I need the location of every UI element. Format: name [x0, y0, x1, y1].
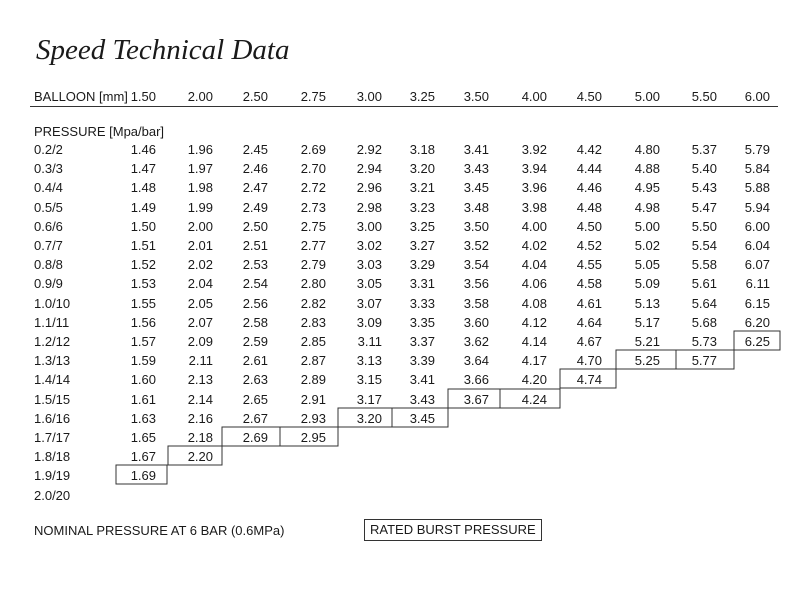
- rated-burst-cell-outline: [392, 408, 448, 427]
- diameter-cell: 5.09: [634, 276, 660, 292]
- diameter-cell: 1.51: [130, 238, 156, 253]
- diameter-cell: 3.05: [356, 276, 382, 292]
- diameter-cell: 4.52: [576, 238, 602, 253]
- diameter-cell: 4.02: [521, 238, 547, 253]
- nominal-pressure-note: NOMINAL PRESSURE AT 6 BAR (0.6MPa): [34, 523, 285, 538]
- diameter-cell: 5.43: [691, 180, 717, 196]
- diameter-cell: 4.24: [521, 391, 547, 407]
- diameter-cell: 3.64: [463, 353, 489, 369]
- diameter-cell: 3.15: [356, 372, 382, 388]
- diameter-cell: 3.96: [521, 180, 547, 196]
- diameter-cell: 1.52: [130, 257, 156, 273]
- diameter-cell: 2.93: [300, 410, 326, 426]
- diameter-cell: 5.77: [691, 353, 717, 369]
- diameter-cell: 5.37: [691, 142, 717, 157]
- diameter-cell: 6.07: [744, 257, 770, 273]
- rated-burst-cell-outline: [116, 465, 167, 484]
- diameter-cell: 6.11: [745, 276, 770, 292]
- diameter-cell: 1.59: [130, 353, 156, 369]
- diameter-cell: 3.09: [356, 314, 382, 330]
- pressure-row-label: 0.8/8: [34, 257, 63, 273]
- diameter-cell: 5.00: [634, 218, 660, 234]
- diameter-cell: 3.50: [463, 218, 489, 234]
- balloon-size-header-cell: 2.50: [242, 89, 268, 104]
- rated-burst-cell-outline: [280, 427, 338, 446]
- diameter-cell: 1.97: [187, 161, 213, 177]
- diameter-cell: 4.55: [576, 257, 602, 273]
- diameter-cell: 2.16: [187, 410, 213, 426]
- diameter-cell: 2.00: [187, 218, 213, 234]
- diameter-cell: 3.66: [463, 372, 489, 388]
- diameter-cell: 2.18: [187, 430, 213, 445]
- diameter-cell: 2.59: [242, 334, 268, 349]
- pressure-row-label: 1.2/12: [34, 334, 71, 349]
- diameter-cell: 2.89: [300, 372, 326, 388]
- rated-burst-cell-outline: [616, 350, 676, 369]
- diameter-cell: 3.48: [463, 199, 489, 215]
- diameter-cell: 2.47: [242, 180, 268, 196]
- diameter-cell: 1.65: [130, 430, 156, 445]
- pressure-row-label: 1.7/17: [34, 430, 71, 445]
- diameter-cell: 3.43: [409, 391, 435, 407]
- diameter-cell: 3.21: [409, 180, 435, 196]
- diameter-cell: 2.46: [242, 161, 268, 177]
- diameter-cell: 4.61: [576, 295, 602, 311]
- diameter-cell: 3.45: [463, 180, 489, 196]
- diameter-cell: 1.53: [130, 276, 156, 292]
- diameter-cell: 3.11: [357, 334, 382, 349]
- diameter-cell: 5.47: [691, 199, 717, 215]
- diameter-cell: 5.40: [691, 161, 717, 177]
- diameter-cell: 3.13: [356, 353, 382, 369]
- pressure-row-label: 0.6/6: [34, 218, 63, 234]
- diameter-cell: 2.91: [300, 391, 326, 407]
- diameter-cell: 4.44: [576, 161, 602, 177]
- diameter-cell: 5.88: [744, 180, 770, 196]
- diameter-cell: 2.72: [300, 180, 326, 196]
- diameter-cell: 2.85: [300, 334, 326, 349]
- diameter-cell: 2.92: [356, 142, 382, 157]
- diameter-cell: 4.08: [521, 295, 547, 311]
- diameter-cell: 3.67: [463, 391, 489, 407]
- diameter-cell: 3.00: [356, 218, 382, 234]
- diameter-cell: 2.01: [187, 238, 213, 253]
- diameter-cell: 3.62: [463, 334, 489, 349]
- diameter-cell: 5.21: [634, 334, 660, 349]
- diameter-cell: 3.18: [409, 142, 435, 157]
- diameter-cell: 3.07: [356, 295, 382, 311]
- diameter-cell: 2.79: [300, 257, 326, 273]
- diameter-cell: 5.50: [691, 218, 717, 234]
- diameter-cell: 5.68: [691, 314, 717, 330]
- diameter-cell: 3.29: [409, 257, 435, 273]
- diameter-cell: 4.14: [521, 334, 547, 349]
- diameter-cell: 4.88: [634, 161, 660, 177]
- balloon-size-header-cell: 2.75: [300, 89, 326, 104]
- pressure-row-label: 1.4/14: [34, 372, 71, 388]
- diameter-cell: 3.25: [409, 218, 435, 234]
- balloon-size-header-cell: 4.50: [576, 89, 602, 104]
- diameter-cell: 3.35: [409, 314, 435, 330]
- diameter-cell: 2.83: [300, 314, 326, 330]
- pressure-row-label: 1.9/19: [34, 468, 71, 484]
- diameter-cell: 3.43: [463, 161, 489, 177]
- diameter-cell: 5.02: [634, 238, 660, 253]
- pressure-row-label: 1.1/11: [34, 314, 70, 330]
- rated-burst-cell-outline: [448, 389, 500, 408]
- diameter-cell: 2.53: [242, 257, 268, 273]
- diameter-cell: 1.61: [130, 391, 156, 407]
- diameter-cell: 2.75: [300, 218, 326, 234]
- balloon-size-header-cell: 6.00: [744, 89, 770, 104]
- pressure-row-label: 1.0/10: [34, 295, 71, 311]
- pressure-row-label: 0.3/3: [34, 161, 63, 177]
- rated-burst-cell-outline: [222, 427, 280, 446]
- diameter-cell: 1.55: [130, 295, 156, 311]
- diameter-cell: 2.14: [187, 391, 213, 407]
- diameter-cell: 3.02: [356, 238, 382, 253]
- diameter-cell: 2.96: [356, 180, 382, 196]
- diameter-cell: 4.06: [521, 276, 547, 292]
- diameter-cell: 4.46: [576, 180, 602, 196]
- diameter-cell: 2.94: [356, 161, 382, 177]
- pressure-row-label: 0.2/2: [34, 142, 63, 157]
- diameter-cell: 1.57: [130, 334, 156, 349]
- diameter-cell: 3.60: [463, 314, 489, 330]
- diameter-cell: 1.46: [130, 142, 156, 157]
- balloon-size-header-cell: 2.00: [187, 89, 213, 104]
- diameter-cell: 4.64: [576, 314, 602, 330]
- diameter-cell: 2.65: [242, 391, 268, 407]
- diameter-cell: 4.58: [576, 276, 602, 292]
- diameter-cell: 5.84: [744, 161, 770, 177]
- diameter-cell: 1.47: [130, 161, 156, 177]
- diameter-cell: 4.17: [521, 353, 547, 369]
- diameter-cell: 1.99: [187, 199, 213, 215]
- pressure-row-label: 1.8/18: [34, 449, 71, 465]
- diameter-cell: 4.50: [576, 218, 602, 234]
- diameter-cell: 3.41: [463, 142, 489, 157]
- pressure-label: PRESSURE [Mpa/bar]: [34, 124, 165, 139]
- diameter-cell: 3.56: [463, 276, 489, 292]
- diameter-cell: 2.45: [242, 142, 268, 157]
- diameter-cell: 6.20: [744, 314, 770, 330]
- balloon-size-header-cell: 3.25: [409, 89, 435, 104]
- diameter-cell: 4.12: [521, 314, 547, 330]
- diameter-cell: 3.20: [409, 161, 435, 177]
- diameter-cell: 2.11: [188, 353, 213, 369]
- diameter-cell: 2.49: [242, 199, 268, 215]
- diameter-cell: 2.13: [187, 372, 213, 388]
- diameter-cell: 4.98: [634, 199, 660, 215]
- diameter-cell: 2.58: [242, 314, 268, 330]
- pressure-row-label: 0.7/7: [34, 238, 63, 253]
- diameter-cell: 5.64: [691, 295, 717, 311]
- diameter-cell: 2.09: [187, 334, 213, 349]
- diameter-cell: 2.05: [187, 295, 213, 311]
- diameter-cell: 4.04: [521, 257, 547, 273]
- pressure-row-label: 1.5/15: [34, 391, 71, 407]
- balloon-size-header-cell: 3.00: [356, 89, 382, 104]
- diameter-cell: 4.67: [576, 334, 602, 349]
- diameter-cell: 1.63: [130, 410, 156, 426]
- pressure-row-label: 1.3/13: [34, 353, 71, 369]
- diameter-cell: 5.61: [691, 276, 717, 292]
- diameter-cell: 3.45: [409, 410, 435, 426]
- balloon-size-header-cell: 5.00: [634, 89, 660, 104]
- diameter-cell: 4.74: [576, 372, 602, 388]
- rated-burst-cell-outline: [734, 331, 780, 350]
- balloon-size-header-cell: 1.50: [130, 89, 156, 104]
- diameter-cell: 2.82: [300, 295, 326, 311]
- pressure-row-label: 0.5/5: [34, 199, 63, 215]
- diameter-cell: 6.04: [744, 238, 770, 253]
- diameter-cell: 3.92: [521, 142, 547, 157]
- diameter-cell: 5.79: [744, 142, 770, 157]
- diameter-cell: 2.69: [300, 142, 326, 157]
- diameter-cell: 3.17: [356, 391, 382, 407]
- diameter-cell: 4.42: [576, 142, 602, 157]
- diameter-cell: 2.98: [356, 199, 382, 215]
- diameter-cell: 2.70: [300, 161, 326, 177]
- diameter-cell: 2.73: [300, 199, 326, 215]
- diameter-cell: 3.20: [356, 410, 382, 426]
- diameter-cell: 1.48: [130, 180, 156, 196]
- diameter-cell: 1.98: [187, 180, 213, 196]
- diameter-cell: 3.54: [463, 257, 489, 273]
- diameter-cell: 1.49: [130, 199, 156, 215]
- diameter-cell: 4.80: [634, 142, 660, 157]
- diameter-cell: 1.56: [130, 314, 156, 330]
- diameter-cell: 2.63: [242, 372, 268, 388]
- diameter-cell: 4.00: [521, 218, 547, 234]
- pressure-row-label: 0.9/9: [34, 276, 63, 292]
- diameter-cell: 4.20: [521, 372, 547, 388]
- diameter-cell: 3.03: [356, 257, 382, 273]
- diameter-cell: 2.56: [242, 295, 268, 311]
- rated-burst-cell-outline: [168, 446, 222, 465]
- diameter-cell: 5.94: [744, 199, 770, 215]
- diameter-cell: 2.50: [242, 218, 268, 234]
- diameter-cell: 6.15: [744, 295, 770, 311]
- diameter-cell: 1.96: [187, 142, 213, 157]
- diameter-cell: 5.13: [634, 295, 660, 311]
- diameter-cell: 5.25: [634, 353, 660, 369]
- diameter-cell: 1.60: [130, 372, 156, 388]
- page-title: Speed Technical Data: [36, 34, 290, 66]
- balloon-size-header-cell: 4.00: [521, 89, 547, 104]
- diameter-cell: 3.58: [463, 295, 489, 311]
- diameter-cell: 3.41: [409, 372, 435, 388]
- diameter-cell: 3.23: [409, 199, 435, 215]
- rated-burst-cell-outline: [500, 389, 560, 408]
- diameter-cell: 3.94: [521, 161, 547, 177]
- diameter-cell: 5.17: [634, 314, 660, 330]
- diameter-cell: 1.69: [130, 468, 156, 484]
- diameter-cell: 2.54: [242, 276, 268, 292]
- diameter-cell: 2.07: [187, 314, 213, 330]
- diameter-cell: 1.50: [130, 218, 156, 234]
- diameter-cell: 4.70: [576, 353, 602, 369]
- pressure-row-label: 1.6/16: [34, 410, 71, 426]
- pressure-row-label: 2.0/20: [34, 487, 71, 503]
- diameter-cell: 2.04: [187, 276, 213, 292]
- diameter-cell: 3.33: [409, 295, 435, 311]
- diameter-cell: 3.31: [409, 276, 435, 292]
- diameter-cell: 2.95: [300, 430, 326, 445]
- diameter-cell: 2.02: [187, 257, 213, 273]
- diameter-cell: 5.05: [634, 257, 660, 273]
- diameter-cell: 2.87: [300, 353, 326, 369]
- rated-burst-cell-outline: [676, 350, 734, 369]
- diameter-cell: 3.39: [409, 353, 435, 369]
- diameter-cell: 6.00: [744, 218, 770, 234]
- diameter-cell: 2.20: [187, 449, 213, 465]
- diameter-cell: 3.37: [409, 334, 435, 349]
- balloon-size-header-cell: 3.50: [463, 89, 489, 104]
- diameter-cell: 2.61: [242, 353, 268, 369]
- diameter-cell: 2.67: [242, 410, 268, 426]
- rated-burst-legend: RATED BURST PRESSURE: [364, 519, 542, 541]
- rated-burst-cell-outline: [560, 369, 616, 388]
- diameter-cell: 6.25: [744, 334, 770, 349]
- balloon-size-label: BALLOON [mm]: [34, 89, 128, 104]
- diameter-cell: 1.67: [130, 449, 156, 465]
- pressure-row-label: 0.4/4: [34, 180, 63, 196]
- diameter-cell: 5.58: [691, 257, 717, 273]
- diameter-cell: 2.69: [242, 430, 268, 445]
- diameter-cell: 4.48: [576, 199, 602, 215]
- rated-burst-cell-outline: [338, 408, 392, 427]
- balloon-size-header-cell: 5.50: [691, 89, 717, 104]
- diameter-cell: 5.54: [691, 238, 717, 253]
- diameter-cell: 2.51: [242, 238, 268, 253]
- diameter-cell: 4.95: [634, 180, 660, 196]
- diameter-cell: 2.77: [300, 238, 326, 253]
- diameter-cell: 3.52: [463, 238, 489, 253]
- diameter-cell: 3.27: [409, 238, 435, 253]
- diameter-cell: 3.98: [521, 199, 547, 215]
- diameter-cell: 2.80: [300, 276, 326, 292]
- diameter-cell: 5.73: [691, 334, 717, 349]
